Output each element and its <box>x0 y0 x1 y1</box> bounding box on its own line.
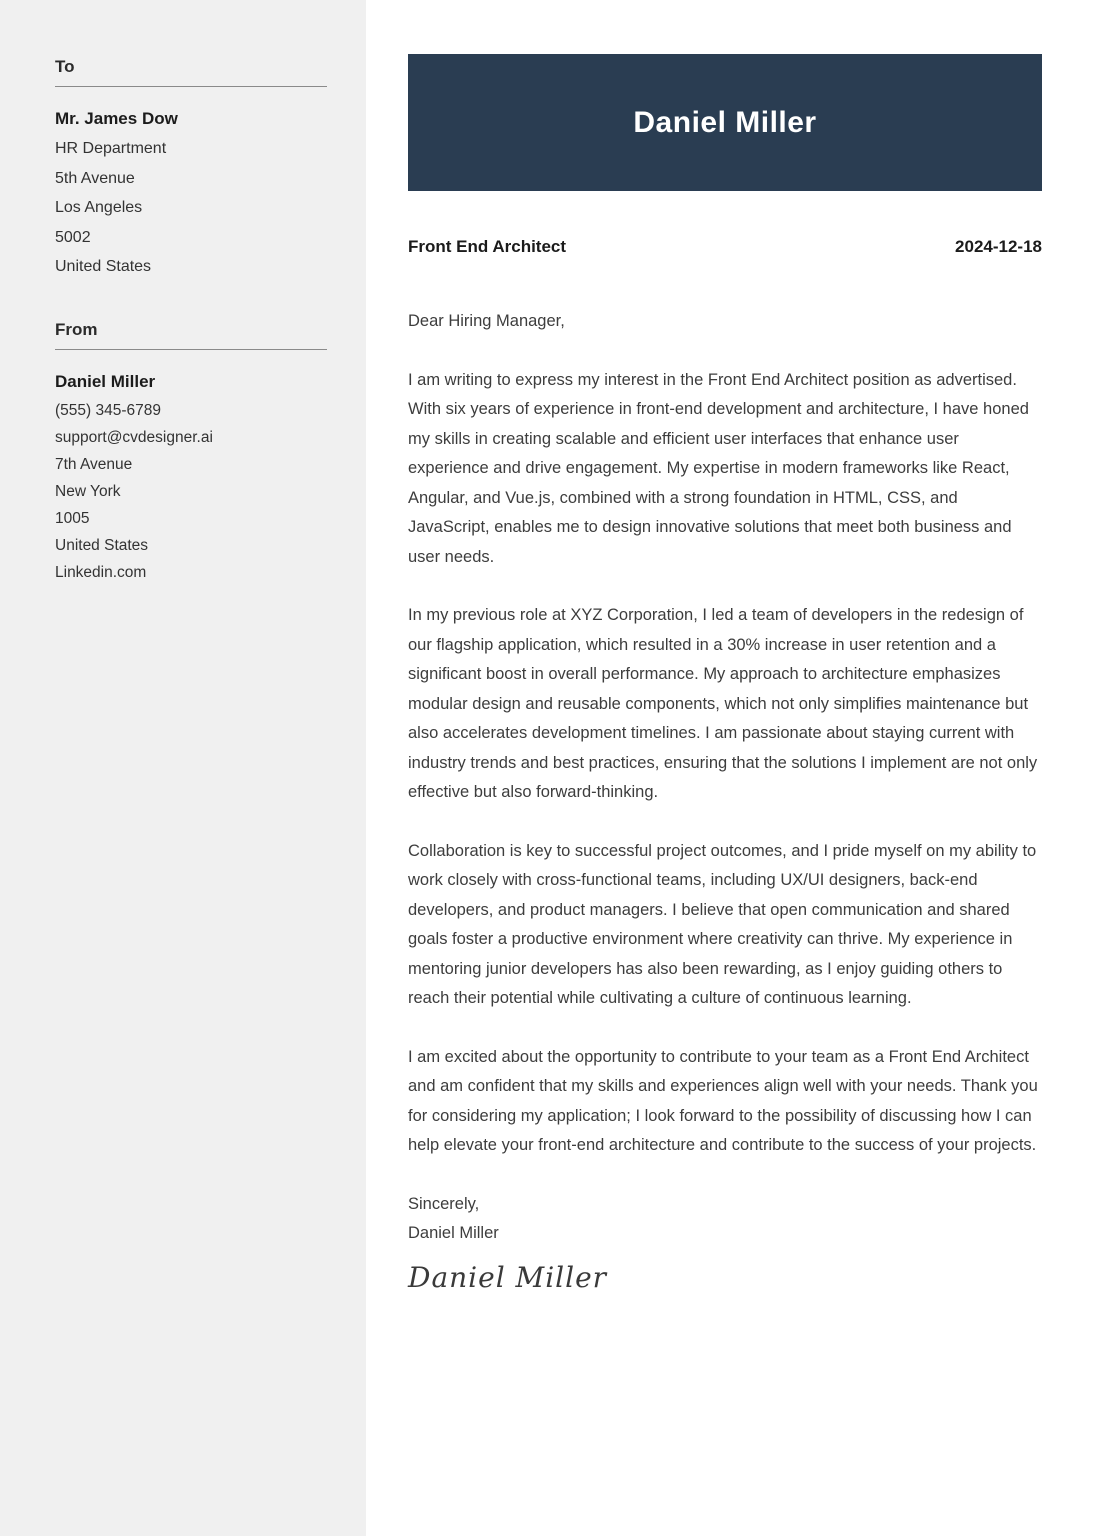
name-banner <box>408 54 1042 191</box>
salutation: Dear Hiring Manager, <box>408 312 565 330</box>
sender-city: New York <box>55 482 121 500</box>
signature-script: Daniel Miller <box>408 1260 608 1294</box>
letter-paragraph: Collaboration is key to successful project outcomes, and I pride myself on my ability to work closely with cross-functional teams, including UX/UI designers, back-end developers, and product managers. I believe that open communication and shared goals foster a productive environment where creativity can thrive. My experience in mentoring junior developers has also been rewarding, as I enjoy guiding others to reach their potential while cultivating a culture of continuous learning. <box>408 841 1037 1007</box>
letter-body <box>408 0 1042 1294</box>
recipient-department: HR Department <box>55 140 167 157</box>
contact-sidebar <box>0 0 366 1536</box>
recipient-country: United States <box>55 258 152 275</box>
signed-name: Daniel Miller <box>408 1224 499 1242</box>
candidate-name: Daniel Miller <box>633 105 817 139</box>
letter-date: 2024-12-18 <box>955 237 1042 256</box>
sender-zip: 1005 <box>55 509 90 527</box>
sender-details <box>55 397 327 586</box>
job-title: Front End Architect <box>408 237 567 256</box>
sender-country: United States <box>55 536 149 554</box>
sender-linkedin: Linkedin.com <box>55 563 147 581</box>
recipient-name: Mr. James Dow <box>55 109 178 128</box>
closing-block <box>408 1190 1042 1249</box>
letter-paragraph: In my previous role at XYZ Corporation, I led a team of developers in the redesign of our flagship application, which resulted in a 30% increase in user retention and a significant boost in overall performance. My approach to architecture emphasizes modular design and reusable components, which not only simplifies maintenance but also accelerates development timelines. I am passionate about staying current with industry trends and best practices, ensuring that the solutions I implement are not only effective but also forward-thinking. <box>408 606 1038 801</box>
title-row <box>408 235 1042 259</box>
to-section <box>55 57 327 282</box>
to-heading: To <box>55 57 75 76</box>
sender-email: support@cvdesigner.ai <box>55 428 213 446</box>
from-heading: From <box>55 319 98 339</box>
sender-name: Daniel Miller <box>55 371 156 391</box>
letter-paragraph: I am excited about the opportunity to contribute to your team as a Front End Architect and am confident that my skills and experiences align well with your needs. Thank you for considering my application; I look forward to the possibility of discussing how I can help elevate your front-end architecture and contribute to the success of your projects. <box>408 1047 1038 1154</box>
from-divider <box>55 349 327 350</box>
recipient-details <box>55 134 327 282</box>
to-divider <box>55 86 327 87</box>
sender-phone: (555) 345-6789 <box>55 401 161 419</box>
recipient-zip: 5002 <box>55 228 91 246</box>
recipient-street: 5th Avenue <box>55 169 135 187</box>
sender-street: 7th Avenue <box>55 455 133 473</box>
closing: Sincerely, <box>408 1194 480 1213</box>
from-section <box>55 320 327 586</box>
recipient-city: Los Angeles <box>55 199 143 216</box>
letter-paragraph: I am writing to express my interest in the Front End Architect position as advertised. With six years of experience in front-end development and architecture, I have honed my skills in creating scalable and efficient user interfaces that enhance user experience and drive engagement. My expertise in modern frameworks like React, Angular, and Vue.js, combined with a strong foundation in HTML, CSS, and JavaScript, enables me to design innovative solutions that meet both business and user needs. <box>408 370 1029 566</box>
